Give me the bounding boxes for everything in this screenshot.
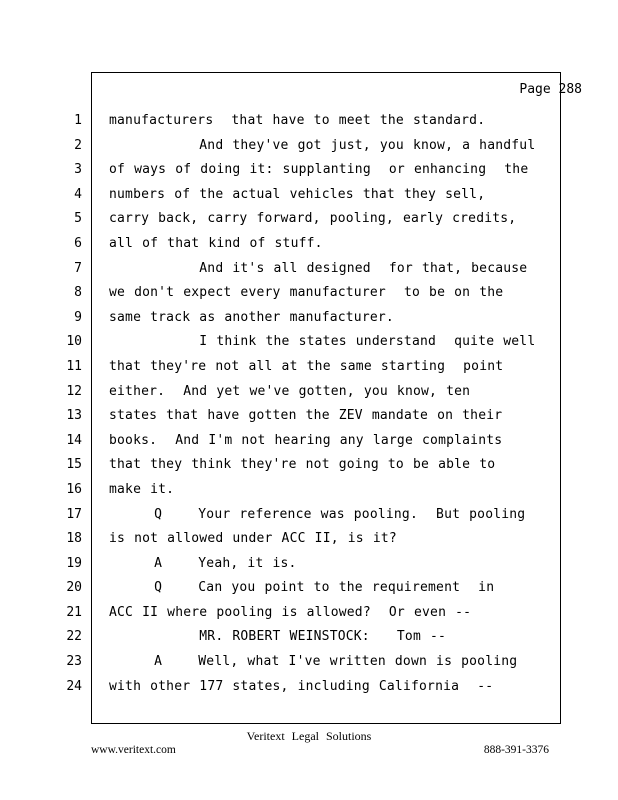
footer-website: www.veritext.com	[91, 744, 176, 756]
transcript-line: And it's all designed for that, because	[109, 260, 528, 276]
line-number: 21	[66, 604, 82, 620]
transcript-line: numbers of the actual vehicles that they sell,	[109, 186, 486, 202]
transcript-line: carry back, carry forward, pooling, early credits,	[109, 211, 517, 227]
line-number: 10	[66, 334, 82, 350]
page-number: Page 288	[519, 82, 582, 97]
line-number: 24	[66, 678, 82, 694]
transcript-text-column	[109, 113, 549, 703]
line-number: 2	[74, 137, 82, 153]
transcript-line: all of that kind of stuff.	[109, 235, 323, 251]
transcript-line: of ways of doing it: supplanting or enhancing the	[109, 162, 529, 178]
transcript-line: manufacturers that have to meet the standard.	[109, 113, 486, 128]
transcript-line: Q Can you point to the requirement in	[109, 580, 495, 596]
line-number: 6	[74, 235, 82, 251]
line-number: 15	[66, 457, 82, 473]
transcript-line: MR. ROBERT WEINSTOCK: Tom --	[109, 629, 447, 645]
transcript-line: we don't expect every manufacturer to be on the	[109, 285, 504, 301]
line-number: 4	[74, 186, 82, 202]
line-number: 23	[66, 654, 82, 670]
transcript-line: that they're not all at the same starting point	[109, 358, 504, 374]
transcript-line: I think the states understand quite well	[109, 334, 536, 350]
footer-phone: 888-391-3376	[483, 744, 549, 756]
transcript-line: is not allowed under ACC II, is it?	[109, 531, 397, 547]
transcript-line: Q Your reference was pooling. But pooling	[109, 506, 526, 522]
line-number: 5	[74, 211, 82, 227]
line-number: 8	[74, 285, 82, 301]
transcript-line: states that have gotten the ZEV mandate on their	[109, 408, 503, 424]
line-number: 3	[74, 162, 82, 178]
transcript-line: ACC II where pooling is allowed? Or even --	[109, 604, 472, 620]
line-number: 17	[66, 506, 82, 522]
footer-company: Veritext Legal Solutions	[246, 729, 372, 743]
line-number: 7	[74, 260, 82, 276]
transcript-line: And they've got just, you know, a handful	[109, 137, 536, 153]
transcript-line: that they think they're not going to be able to	[109, 457, 496, 473]
line-number: 14	[66, 432, 82, 448]
transcript-line: same track as another manufacturer.	[109, 309, 394, 325]
transcript-line: make it.	[109, 481, 175, 497]
line-number: 18	[66, 531, 82, 547]
line-number: 22	[66, 629, 82, 645]
transcript-line: A Well, what I've written down is pooling	[109, 654, 518, 670]
line-number: 19	[66, 555, 82, 571]
line-number: 13	[66, 408, 82, 424]
line-number-column	[58, 113, 82, 703]
transcript-line: either. And yet we've gotten, you know, ten	[109, 383, 471, 399]
line-number: 11	[66, 358, 82, 374]
transcript-line: A Yeah, it is.	[109, 555, 297, 571]
line-number: 9	[74, 309, 82, 325]
line-number: 16	[66, 481, 82, 497]
line-number: 12	[66, 383, 82, 399]
line-number: 20	[66, 580, 82, 596]
line-number: 1	[74, 113, 82, 128]
transcript-line: with other 177 states, including California --	[109, 678, 494, 694]
transcript-line: books. And I'm not hearing any large complaints	[109, 432, 503, 448]
